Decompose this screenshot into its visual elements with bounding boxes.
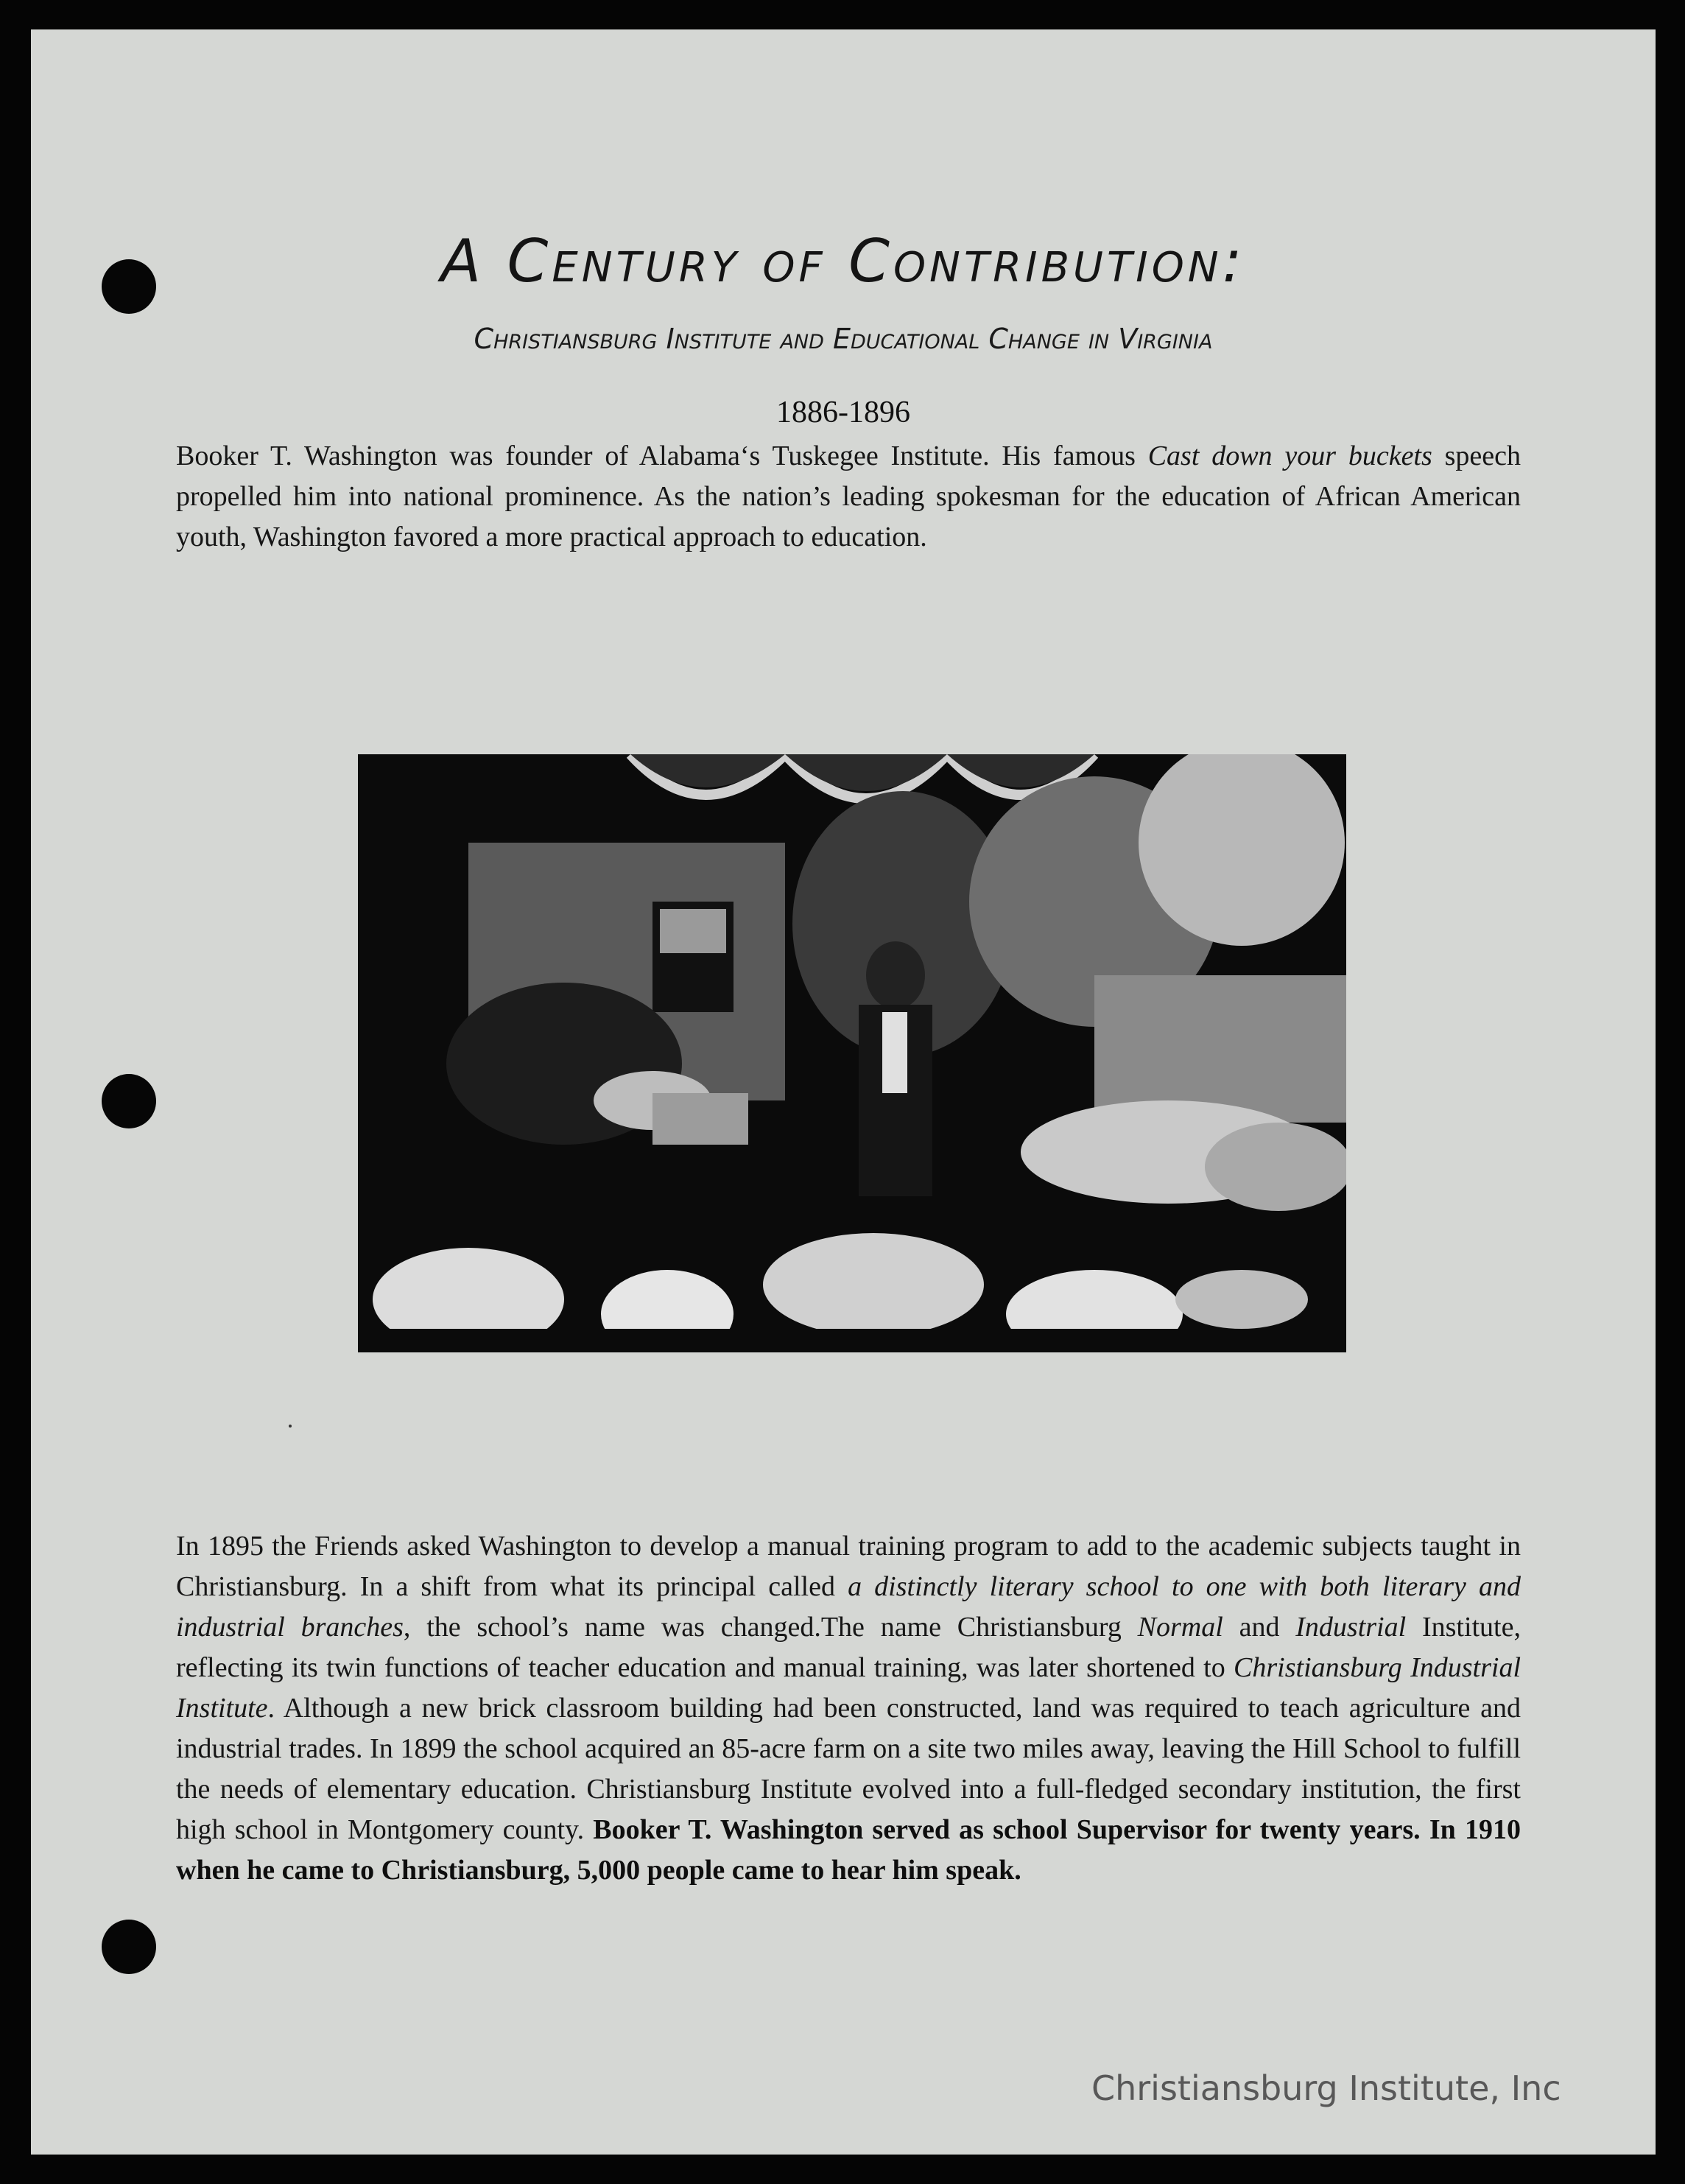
period-heading: 1886-1896 <box>776 396 910 429</box>
history-text-1: In 1895 the Friends asked Washington to develop a manual training program to add to the academic subjects taught in Christiansburg. In a shift from what its principal called <box>176 1531 1521 1602</box>
intro-text-2: speech propelled him into national prominence. As the nation’s leading spokesman for the education of African American youth, Washington favored a more practical approach to education. <box>176 440 1521 552</box>
history-paragraph <box>176 1526 1521 1891</box>
history-text-2: , the school’s name was changed.The name Christiansburg <box>403 1612 1138 1643</box>
binder-hole-bottom <box>102 1920 156 1974</box>
history-text-3: and <box>1223 1612 1296 1643</box>
history-bold-note: Booker T. Washington served as school Supervisor for twenty years. In 1910 when he came to Christiansburg, 5,000 people came to hear him speak. <box>176 1814 1521 1886</box>
history-normal: Normal <box>1137 1612 1223 1643</box>
history-text-5: . Although a new brick classroom building had been constructed, land was required to teach agriculture and industrial trades. In 1899 the school acquired an 85-acre farm on a site two miles away, leaving the Hill School to fulfill the needs of elementary education. Christiansburg Institute evolved into a full-fledged secondary institution, the first high school in Montgomery county. <box>176 1693 1521 1845</box>
intro-text-1: Booker T. Washington was founder of Alabama‘s Tuskegee Institute. His famous <box>176 440 1148 471</box>
photo-booker-washington-speaking-icon <box>358 754 1346 1352</box>
history-text-4: Institute, reflecting its twin functions of teacher education and manual training, was later shortened to <box>176 1612 1521 1683</box>
intro-paragraph <box>176 436 1521 558</box>
history-quote: a distinctly literary school to one with both literary and industrial branches <box>176 1571 1521 1643</box>
binder-hole-middle <box>102 1074 156 1128</box>
history-industrial: Industrial <box>1295 1612 1407 1643</box>
footer-watermark: Christiansburg Institute, Inc <box>1091 2068 1561 2108</box>
intro-speech-title: Cast down your buckets <box>1147 440 1432 471</box>
history-school-name: Christiansburg Industrial Institute <box>176 1652 1521 1724</box>
page-title: A Century of Contribution: <box>440 227 1246 295</box>
document-page <box>31 29 1656 2155</box>
historical-photo <box>358 754 1346 1352</box>
speck <box>289 1425 292 1428</box>
page-subtitle: Christiansburg Institute and Educational Change in Virginia <box>474 323 1213 355</box>
